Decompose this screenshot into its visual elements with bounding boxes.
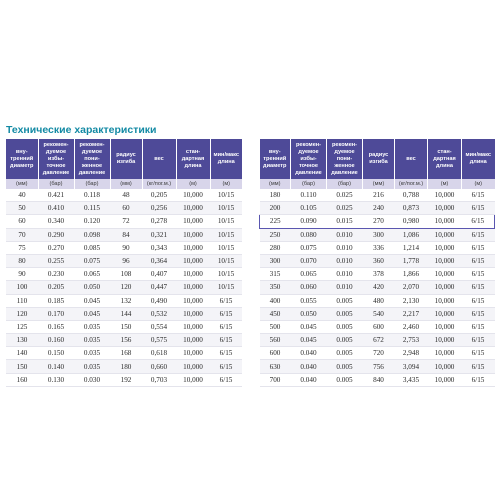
- table-cell: 156: [110, 334, 142, 347]
- table-cell: 6/15: [462, 373, 495, 386]
- table-row: [6, 320, 242, 333]
- table-row: [260, 202, 495, 215]
- table-cell: 420: [363, 281, 395, 294]
- table-cell: 6/15: [462, 254, 495, 267]
- table-cell: 6/15: [210, 294, 242, 307]
- table-cell: 140: [6, 347, 38, 360]
- table-cell: 10,000: [176, 320, 210, 333]
- table-cell: 630: [260, 360, 291, 373]
- table-cell: 10,000: [428, 307, 462, 320]
- table-cell: 75: [6, 241, 38, 254]
- table-cell: 0.005: [327, 360, 363, 373]
- column-header: вну-тренний диаметр: [260, 139, 291, 179]
- table-cell: 0,343: [142, 241, 176, 254]
- unit-label: (кг/пог.м.): [395, 179, 428, 189]
- table-cell: 270: [363, 215, 395, 228]
- table-cell: 200: [260, 202, 291, 215]
- table-row: [260, 360, 495, 373]
- table-cell: 0,364: [142, 254, 176, 267]
- table-cell: 0.005: [327, 373, 363, 386]
- table-cell: 0.040: [291, 360, 327, 373]
- table-cell: 300: [363, 228, 395, 241]
- table-cell: 0.340: [38, 215, 74, 228]
- column-header: мин/макс длина: [210, 139, 242, 179]
- table-row: [260, 320, 495, 333]
- table-cell: 10,000: [176, 360, 210, 373]
- table-cell: 0,575: [142, 334, 176, 347]
- table-cell: 0.290: [38, 228, 74, 241]
- unit-label: (бар): [74, 179, 110, 189]
- table-cell: 10,000: [428, 360, 462, 373]
- table-row: [6, 202, 242, 215]
- table-cell: 100: [6, 281, 38, 294]
- column-header: вну-тренний диаметр: [6, 139, 38, 179]
- table-cell: 6/15: [462, 281, 495, 294]
- table-cell: 1,214: [395, 241, 428, 254]
- section-title: Технические характеристики: [6, 124, 157, 136]
- table-cell: 0.205: [38, 281, 74, 294]
- column-header: рекомен-дуемое избы-точное давление: [38, 139, 74, 179]
- table-cell: 0.118: [74, 189, 110, 202]
- table-cell: 0.085: [74, 241, 110, 254]
- table-cell: 0,278: [142, 215, 176, 228]
- table-cell: 0.010: [327, 281, 363, 294]
- column-header: рекомен-дуемое избы-точное давление: [291, 139, 327, 179]
- table-cell: 600: [363, 320, 395, 333]
- table-row: [260, 307, 495, 320]
- table-cell: 0,532: [142, 307, 176, 320]
- table-cell: 0.110: [291, 189, 327, 202]
- table-cell: 280: [260, 241, 291, 254]
- table-cell: 0.090: [291, 215, 327, 228]
- column-header: вес: [395, 139, 428, 179]
- table-cell: 0,490: [142, 294, 176, 307]
- specs-table-right: [259, 139, 495, 387]
- table-cell: 0.160: [38, 334, 74, 347]
- table-cell: 2,753: [395, 334, 428, 347]
- table-cell: 168: [110, 347, 142, 360]
- table-cell: 0.270: [38, 241, 74, 254]
- table-cell: 0.120: [74, 215, 110, 228]
- table-cell: 0.045: [291, 334, 327, 347]
- table-cell: 450: [260, 307, 291, 320]
- table-row: [6, 189, 242, 202]
- table-cell: 0.105: [291, 202, 327, 215]
- unit-label: (кг/пог.м.): [142, 179, 176, 189]
- table-cell: 0.115: [74, 202, 110, 215]
- table-cell: 0.010: [327, 268, 363, 281]
- table-cell: 10,000: [176, 228, 210, 241]
- table-cell: 0.421: [38, 189, 74, 202]
- table-cell: 10,000: [428, 373, 462, 386]
- table-cell: 6/15: [462, 215, 495, 228]
- table-cell: 0.410: [38, 202, 74, 215]
- table-cell: 0,205: [142, 189, 176, 202]
- table-cell: 0.065: [74, 268, 110, 281]
- table-cell: 540: [363, 307, 395, 320]
- table-cell: 0.185: [38, 294, 74, 307]
- table-cell: 72: [110, 215, 142, 228]
- table-cell: 0.098: [74, 228, 110, 241]
- table-cell: 10,000: [176, 307, 210, 320]
- table-cell: 672: [363, 334, 395, 347]
- table-cell: 400: [260, 294, 291, 307]
- unit-label: (мм): [363, 179, 395, 189]
- table-cell: 10,000: [176, 189, 210, 202]
- unit-label: (мм): [260, 179, 291, 189]
- table-row: [260, 189, 495, 202]
- table-cell: 40: [6, 189, 38, 202]
- table-cell: 144: [110, 307, 142, 320]
- table-row: [6, 347, 242, 360]
- table-cell: 10,000: [428, 268, 462, 281]
- table-cell: 0.045: [74, 294, 110, 307]
- column-header: рекомен-дуемое пони-женное давление: [74, 139, 110, 179]
- table-row: [6, 281, 242, 294]
- table-cell: 0.070: [291, 254, 327, 267]
- table-cell: 0.005: [327, 347, 363, 360]
- table-cell: 96: [110, 254, 142, 267]
- column-header: стан-дартная длина: [176, 139, 210, 179]
- table-cell: 840: [363, 373, 395, 386]
- table-cell: 10,000: [176, 373, 210, 386]
- table-cell: 0.025: [327, 202, 363, 215]
- table-cell: 0.055: [291, 294, 327, 307]
- table-row: [260, 228, 495, 241]
- unit-label: (м): [428, 179, 462, 189]
- table-cell: 10,000: [176, 334, 210, 347]
- table-cell: 10/15: [210, 228, 242, 241]
- table-row: [6, 373, 242, 386]
- table-cell: 0.230: [38, 268, 74, 281]
- table-cell: 0.170: [38, 307, 74, 320]
- table-cell: 180: [260, 189, 291, 202]
- table-cell: 10,000: [428, 281, 462, 294]
- table-cell: 378: [363, 268, 395, 281]
- table-cell: 250: [260, 228, 291, 241]
- table-cell: 2,460: [395, 320, 428, 333]
- table-cell: 6/15: [462, 307, 495, 320]
- column-header: вес: [142, 139, 176, 179]
- table-cell: 0.075: [74, 254, 110, 267]
- table-cell: 120: [6, 307, 38, 320]
- table-cell: 1,086: [395, 228, 428, 241]
- table-cell: 10/15: [210, 241, 242, 254]
- table-cell: 90: [6, 268, 38, 281]
- table-cell: 0.065: [291, 268, 327, 281]
- table-cell: 70: [6, 228, 38, 241]
- unit-label: (мм): [6, 179, 38, 189]
- table-cell: 10,000: [428, 215, 462, 228]
- table-cell: 0.010: [327, 241, 363, 254]
- table-cell: 0.025: [327, 189, 363, 202]
- table-cell: 480: [363, 294, 395, 307]
- table-row: [260, 241, 495, 254]
- table-cell: 0.005: [327, 334, 363, 347]
- table-row: [6, 268, 242, 281]
- table-cell: 0.040: [291, 347, 327, 360]
- table-cell: 10/15: [210, 281, 242, 294]
- table-cell: 0.005: [327, 294, 363, 307]
- table-cell: 48: [110, 189, 142, 202]
- table-row: [6, 254, 242, 267]
- table-cell: 10/15: [210, 268, 242, 281]
- table-cell: 360: [363, 254, 395, 267]
- column-header: рекомен-дуемое пони-женное давление: [327, 139, 363, 179]
- table-cell: 0,256: [142, 202, 176, 215]
- table-cell: 756: [363, 360, 395, 373]
- table-cell: 0.165: [38, 320, 74, 333]
- table-cell: 160: [6, 373, 38, 386]
- specs-table-left: [6, 139, 242, 387]
- table-row: [6, 307, 242, 320]
- table-cell: 0,321: [142, 228, 176, 241]
- table-cell: 80: [6, 254, 38, 267]
- table-cell: 108: [110, 268, 142, 281]
- table-cell: 10,000: [176, 281, 210, 294]
- table-cell: 0,660: [142, 360, 176, 373]
- table-cell: 336: [363, 241, 395, 254]
- table-cell: 0.050: [74, 281, 110, 294]
- table-cell: 10,000: [428, 347, 462, 360]
- table-cell: 1,778: [395, 254, 428, 267]
- table-cell: 6/15: [210, 320, 242, 333]
- table-row: [260, 347, 495, 360]
- table-cell: 6/15: [462, 228, 495, 241]
- table-cell: 6/15: [462, 241, 495, 254]
- table-cell: 225: [260, 215, 291, 228]
- table-cell: 0.050: [291, 307, 327, 320]
- table-cell: 10,000: [428, 294, 462, 307]
- table-row: [260, 373, 495, 386]
- table-row: [6, 215, 242, 228]
- unit-label: (бар): [327, 179, 363, 189]
- column-header: радиус изгиба: [363, 139, 395, 179]
- table-cell: 132: [110, 294, 142, 307]
- table-cell: 90: [110, 241, 142, 254]
- table-cell: 500: [260, 320, 291, 333]
- table-cell: 0.040: [291, 373, 327, 386]
- table-cell: 0,703: [142, 373, 176, 386]
- table-row: [6, 241, 242, 254]
- table-cell: 110: [6, 294, 38, 307]
- column-header: мин/макс длина: [462, 139, 495, 179]
- table-cell: 180: [110, 360, 142, 373]
- table-cell: 700: [260, 373, 291, 386]
- table-cell: 2,217: [395, 307, 428, 320]
- table-row: [6, 294, 242, 307]
- table-cell: 0.045: [74, 307, 110, 320]
- table-cell: 6/15: [462, 320, 495, 333]
- table-cell: 560: [260, 334, 291, 347]
- table-cell: 192: [110, 373, 142, 386]
- table-row: [260, 254, 495, 267]
- table-cell: 10/15: [210, 215, 242, 228]
- table-cell: 0.035: [74, 347, 110, 360]
- table-row: [6, 334, 242, 347]
- table-row: [260, 281, 495, 294]
- table-cell: 0.035: [74, 360, 110, 373]
- table-cell: 720: [363, 347, 395, 360]
- table-cell: 10,000: [428, 334, 462, 347]
- table-cell: 0.005: [327, 320, 363, 333]
- table-cell: 10,000: [176, 241, 210, 254]
- table-cell: 10/15: [210, 189, 242, 202]
- table-row: [6, 360, 242, 373]
- table-cell: 0.130: [38, 373, 74, 386]
- table-cell: 0.060: [291, 281, 327, 294]
- header-row: [260, 139, 495, 179]
- table-cell: 0.015: [327, 215, 363, 228]
- table-cell: 60: [110, 202, 142, 215]
- unit-label: (м): [210, 179, 242, 189]
- table-cell: 0,788: [395, 189, 428, 202]
- table-cell: 10,000: [176, 254, 210, 267]
- header-row: [6, 139, 242, 179]
- table-cell: 240: [363, 202, 395, 215]
- table-cell: 10,000: [428, 228, 462, 241]
- table-cell: 10/15: [210, 254, 242, 267]
- table-cell: 0.045: [291, 320, 327, 333]
- table-row: [6, 228, 242, 241]
- table-cell: 0,407: [142, 268, 176, 281]
- table-cell: 350: [260, 281, 291, 294]
- table-cell: 0.005: [327, 307, 363, 320]
- table-cell: 0.035: [74, 320, 110, 333]
- table-cell: 10,000: [176, 215, 210, 228]
- table-cell: 0.150: [38, 347, 74, 360]
- column-header: радиус изгиба: [110, 139, 142, 179]
- unit-label: (бар): [38, 179, 74, 189]
- unit-label: (м): [176, 179, 210, 189]
- table-row: [260, 334, 495, 347]
- table-cell: 315: [260, 268, 291, 281]
- table-cell: 0,873: [395, 202, 428, 215]
- unit-label: (м): [462, 179, 495, 189]
- table-cell: 10,000: [428, 320, 462, 333]
- table-cell: 10,000: [176, 294, 210, 307]
- table-cell: 600: [260, 347, 291, 360]
- table-cell: 0.010: [327, 254, 363, 267]
- table-cell: 10,000: [428, 202, 462, 215]
- table-cell: 0,980: [395, 215, 428, 228]
- table-cell: 3,094: [395, 360, 428, 373]
- table-cell: 6/15: [210, 360, 242, 373]
- table-row: [260, 294, 495, 307]
- units-row: [260, 179, 495, 189]
- table-cell: 3,435: [395, 373, 428, 386]
- table-cell: 6/15: [462, 334, 495, 347]
- table-cell: 6/15: [210, 307, 242, 320]
- table-cell: 10,000: [176, 268, 210, 281]
- table-cell: 10,000: [176, 202, 210, 215]
- table-cell: 6/15: [462, 268, 495, 281]
- table-cell: 150: [6, 360, 38, 373]
- table-cell: 6/15: [210, 347, 242, 360]
- table-cell: 10,000: [176, 347, 210, 360]
- unit-label: (бар): [291, 179, 327, 189]
- table-cell: 0.035: [74, 334, 110, 347]
- table-cell: 6/15: [210, 373, 242, 386]
- table-cell: 6/15: [462, 189, 495, 202]
- table-cell: 10/15: [210, 202, 242, 215]
- column-header: стан-дартная длина: [428, 139, 462, 179]
- units-row: [6, 179, 242, 189]
- table-cell: 0.140: [38, 360, 74, 373]
- table-cell: 50: [6, 202, 38, 215]
- table-cell: 6/15: [462, 360, 495, 373]
- highlighted-table-row: [260, 215, 495, 228]
- table-cell: 0.030: [74, 373, 110, 386]
- table-cell: 0.255: [38, 254, 74, 267]
- table-cell: 6/15: [210, 334, 242, 347]
- table-cell: 6/15: [462, 202, 495, 215]
- table-cell: 10,000: [428, 241, 462, 254]
- table-cell: 150: [110, 320, 142, 333]
- table-cell: 120: [110, 281, 142, 294]
- unit-label: (мм): [110, 179, 142, 189]
- table-cell: 0,447: [142, 281, 176, 294]
- table-cell: 0.010: [327, 228, 363, 241]
- table-row: [260, 268, 495, 281]
- table-cell: 1,866: [395, 268, 428, 281]
- table-cell: 10,000: [428, 189, 462, 202]
- table-cell: 2,070: [395, 281, 428, 294]
- table-cell: 84: [110, 228, 142, 241]
- table-cell: 2,130: [395, 294, 428, 307]
- table-cell: 130: [6, 334, 38, 347]
- table-cell: 6/15: [462, 294, 495, 307]
- table-cell: 60: [6, 215, 38, 228]
- table-cell: 6/15: [462, 347, 495, 360]
- table-cell: 216: [363, 189, 395, 202]
- table-cell: 0.080: [291, 228, 327, 241]
- table-cell: 0,618: [142, 347, 176, 360]
- table-cell: 0.075: [291, 241, 327, 254]
- table-cell: 125: [6, 320, 38, 333]
- table-cell: 10,000: [428, 254, 462, 267]
- table-cell: 300: [260, 254, 291, 267]
- table-cell: 2,948: [395, 347, 428, 360]
- table-cell: 0,554: [142, 320, 176, 333]
